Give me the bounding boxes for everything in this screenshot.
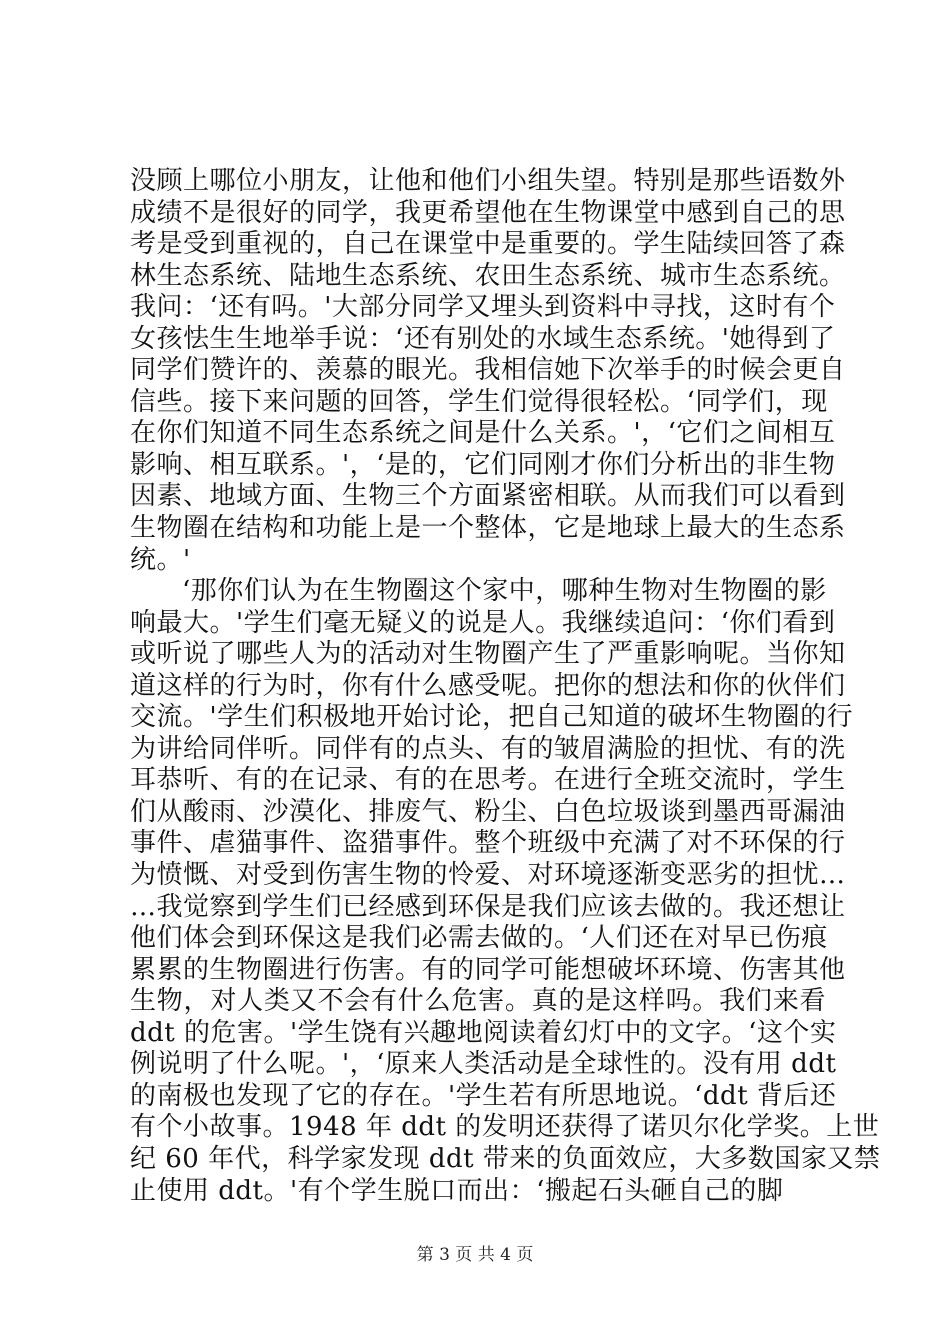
text-line: 道这样的行为时，你有什么感受呢。把你的想法和你的伙伴们 [130, 670, 846, 701]
paragraph [130, 576, 881, 1207]
text-line: 累累的生物圈进行伤害。有的同学可能想破坏环境、伤害其他 [130, 954, 846, 985]
text-line: 生物圈在结构和功能上是一个整体，它是地球上最大的生态系 [130, 513, 846, 544]
text-line: ‘那你们认为在生物圈这个家中，哪种生物对生物圈的影 [182, 576, 827, 607]
text-line: …我觉察到学生们已经感到环保是我们应该去做的。我还想让 [130, 891, 846, 922]
text-line: ddt 的危害。'学生饶有兴趣地阅读着幻灯中的文字。‘这个实 [130, 1017, 837, 1048]
text-line: 为讲给同伴听。同伴有的点头、有的皱眉满脸的担忧、有的洗 [130, 733, 846, 764]
text-line: 成绩不是很好的同学，我更希望他在生物课堂中感到自己的思 [130, 197, 846, 228]
text-line: 影响、相互联系。'，‘是的，它们同刚才你们分析出的非生物 [130, 449, 836, 480]
text-line: 例说明了什么呢。'，‘原来人类活动是全球性的。没有用 ddt [130, 1049, 837, 1080]
text-line: 统。' [130, 544, 191, 575]
body-text [130, 166, 881, 1207]
text-line: 在你们知道不同生态系统之间是什么关系。'，‘它们之间相互 [130, 418, 836, 449]
text-line: 信些。接下来问题的回答，学生们觉得很轻松。‘同学们，现 [130, 386, 828, 417]
text-line: 耳恭听、有的在记录、有的在思考。在进行全班交流时，学生 [130, 765, 846, 796]
text-line: 们从酸雨、沙漠化、排废气、粉尘、白色垃圾谈到墨西哥漏油 [130, 796, 846, 827]
text-line: 考是受到重视的，自己在课堂中是重要的。学生陆续回答了森 [130, 229, 846, 260]
text-line: 我问：‘还有吗。'大部分同学又埋头到资料中寻找，这时有个 [130, 292, 836, 323]
text-line: 女孩怯生生地举手说：‘还有别处的水域生态系统。'她得到了 [130, 323, 836, 354]
text-line: 的南极也发现了它的存在。'学生若有所思地说。‘ddt 背后还 [130, 1080, 837, 1111]
text-line: 响最大。'学生们毫无疑义的说是人。我继续追问：‘你们看到 [130, 607, 836, 638]
text-line: 纪 60 年代，科学家发现 ddt 带来的负面效应，大多数国家又禁 [130, 1143, 881, 1174]
text-line: 事件、虐猫事件、盗猎事件。整个班级中充满了对不环保的行 [130, 828, 846, 859]
page-footer: 第 3 页 共 4 页 [416, 1245, 534, 1265]
text-line: 止使用 ddt。'有个学生脱口而出：‘搬起石头砸自己的脚 [130, 1175, 784, 1206]
text-line: 林生态系统、陆地生态系统、农田生态系统、城市生态系统。 [130, 260, 846, 291]
text-line: 他们体会到环保这是我们必需去做的。‘人们还在对早已伤痕 [130, 923, 828, 954]
text-line: 或听说了哪些人为的活动对生物圈产生了严重影响呢。当你知 [130, 639, 846, 670]
text-line: 因素、地域方面、生物三个方面紧密相联。从而我们可以看到 [130, 481, 846, 512]
paragraph [130, 166, 846, 576]
text-line: 为愤慨、对受到伤害生物的怜爱、对环境逐渐变恶劣的担忧… [130, 860, 846, 891]
text-line: 生物，对人类又不会有什么危害。真的是这样吗。我们来看 [130, 986, 826, 1017]
text-line: 交流。'学生们积极地开始讨论，把自己知道的破坏生物圈的行 [130, 702, 854, 733]
text-line: 有个小故事。1948 年 ddt 的发明还获得了诺贝尔化学奖。上世 [130, 1112, 880, 1143]
text-line: 没顾上哪位小朋友，让他和他们小组失望。特别是那些语数外 [130, 166, 846, 196]
text-line: 同学们赞许的、羡慕的眼光。我相信她下次举手的时候会更自 [130, 355, 846, 386]
